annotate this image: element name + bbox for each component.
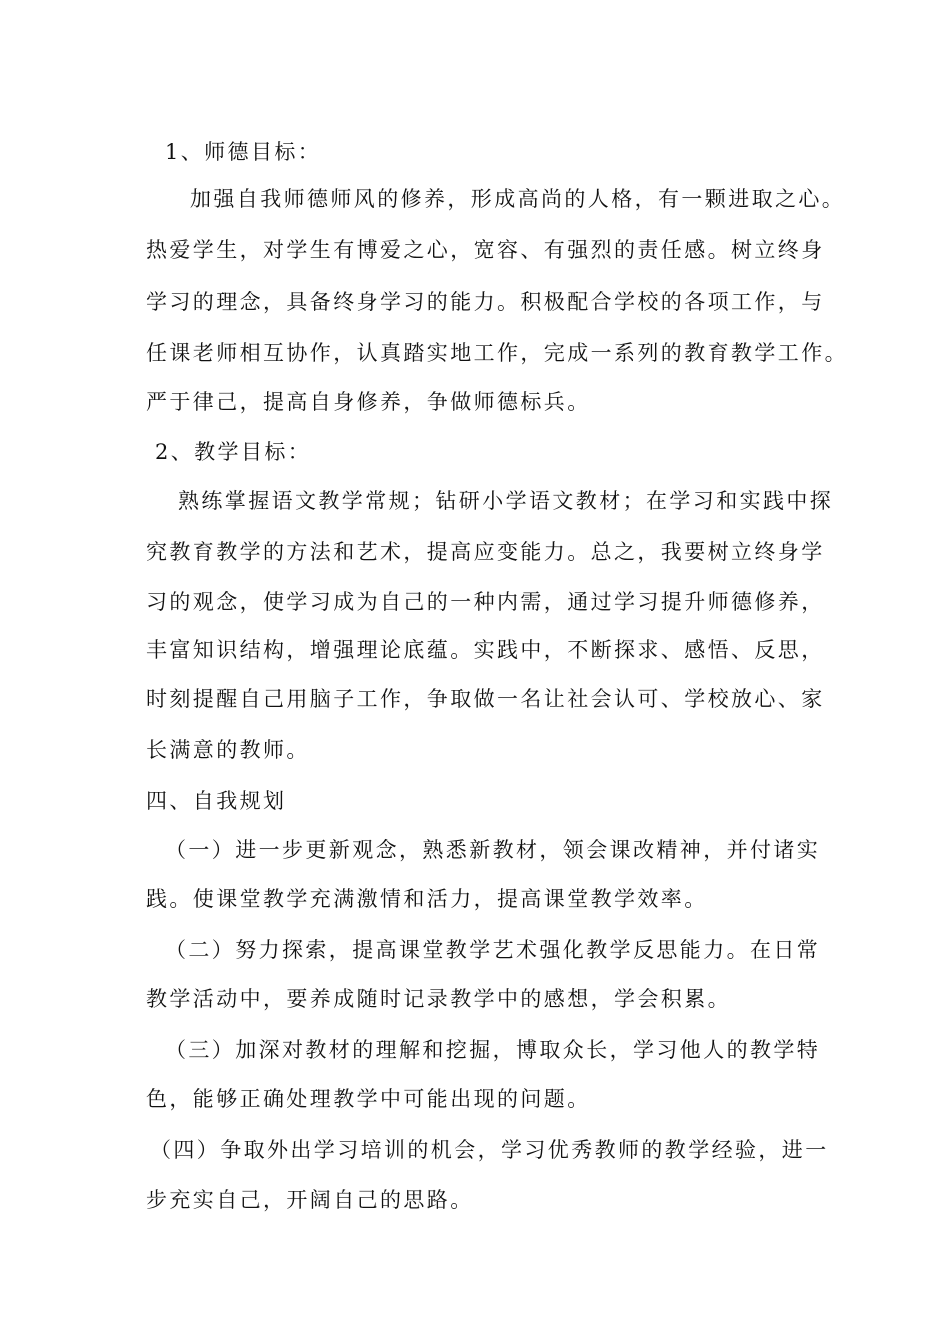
paragraph-line: 熟练掌握语文教学常规；钻研小学语文教材；在学习和实践中探 (178, 489, 834, 513)
paragraph-line: 究教育教学的方法和艺术，提高应变能力。总之，我要树立终身学 (146, 540, 825, 564)
paragraph-line: 学习的理念，具备终身学习的能力。积极配合学校的各项工作，与 (146, 290, 825, 314)
plan-item-line: 教学活动中，要养成随时记录教学中的感想，学会积累。 (146, 987, 731, 1011)
paragraph-line: 丰富知识结构，增强理论底蕴。实践中，不断探求、感悟、反思， (146, 638, 825, 662)
plan-item-line: 色，能够正确处理教学中可能出现的问题。 (146, 1087, 591, 1111)
plan-item-line: （三）加深对教材的理解和挖掘，博取众长，学习他人的教学特 (165, 1038, 821, 1062)
paragraph-line: 任课老师相互协作，认真踏实地工作，完成一系列的教育教学工作。 (146, 341, 848, 365)
section-heading: 2、教学目标： (155, 440, 312, 464)
section-heading: 1、师德目标： (165, 140, 322, 164)
plan-item-line: 践。使课堂教学充满激情和活力，提高课堂教学效率。 (146, 887, 708, 911)
plan-item-line: 步充实自己，开阔自己的思路。 (146, 1188, 474, 1212)
paragraph-line: 时刻提醒自己用脑子工作，争取做一名让社会认可、学校放心、家 (146, 687, 825, 711)
plan-item-line: （一）进一步更新观念，熟悉新教材，领会课改精神，并付诸实 (165, 838, 821, 862)
paragraph-line: 长满意的教师。 (146, 738, 310, 762)
paragraph-line: 加强自我师德师风的修养，形成高尚的人格，有一颗进取之心。 (190, 187, 846, 211)
paragraph-line: 热爱学生，对学生有博爱之心，宽容、有强烈的责任感。树立终身 (146, 238, 825, 262)
section-heading: 四、自我规划 (146, 789, 287, 813)
plan-item-line: （二）努力探索，提高课堂教学艺术强化教学反思能力。在日常 (165, 938, 821, 962)
paragraph-line: 习的观念，使学习成为自己的一种内需，通过学习提升师德修养， (146, 590, 825, 614)
plan-item-line: （四）争取外出学习培训的机会，学习优秀教师的教学经验，进一 (150, 1138, 829, 1162)
paragraph-line: 严于律己，提高自身修养，争做师德标兵。 (146, 390, 591, 414)
